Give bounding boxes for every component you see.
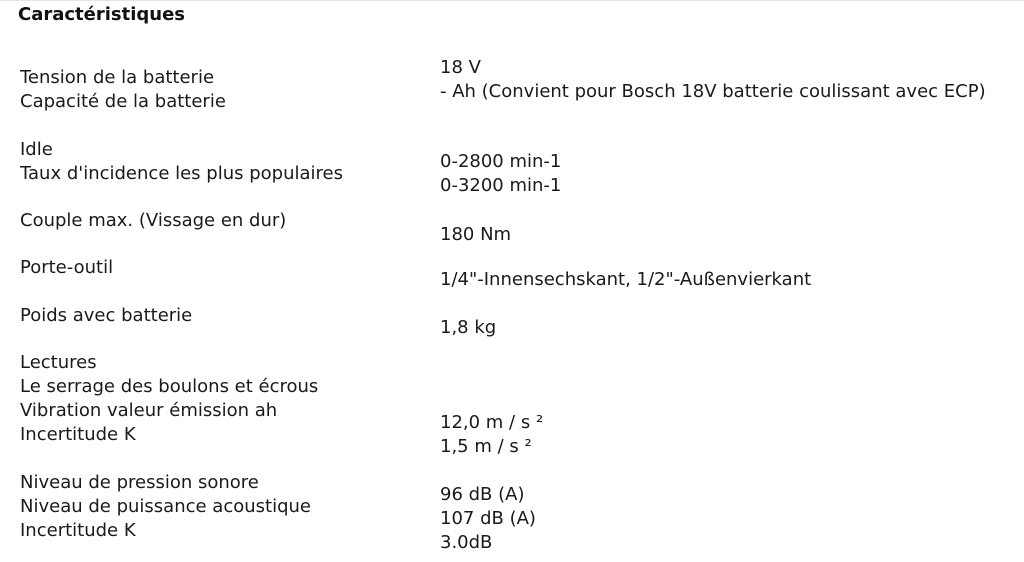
spec-label: Poids avec batterie bbox=[20, 305, 193, 326]
top-divider bbox=[0, 0, 1024, 1]
spec-value-group-torque bbox=[440, 223, 511, 247]
spec-label: Couple max. (Vissage en dur) bbox=[20, 210, 287, 231]
spec-label-group-weight bbox=[20, 304, 192, 328]
spec-value: 180 Nm bbox=[440, 224, 512, 245]
spec-value: 107 dB (A) bbox=[440, 508, 536, 529]
spec-value: 1/4"-Innensechskant, 1/2"-Außenvierkant bbox=[440, 269, 812, 290]
spec-value: 96 dB (A) bbox=[440, 484, 525, 505]
spec-value-group-vibration bbox=[440, 411, 543, 459]
spec-value: 18 V bbox=[440, 57, 481, 78]
spec-value-group-battery bbox=[440, 56, 1010, 104]
spec-value-group-toolholder bbox=[440, 268, 811, 292]
spec-value: 0-2800 min-1 bbox=[440, 151, 562, 172]
spec-value: 1,8 kg bbox=[440, 317, 497, 338]
spec-label-group-torque bbox=[20, 209, 286, 233]
spec-label-group-vibration bbox=[20, 351, 318, 447]
spec-label: Idle bbox=[20, 139, 53, 160]
spec-label: Tension de la batterie bbox=[20, 67, 215, 88]
spec-label: Incertitude K bbox=[20, 424, 136, 445]
spec-label: Porte-outil bbox=[20, 257, 114, 278]
spec-value-group-noise bbox=[440, 483, 536, 555]
spec-label: Vibration valeur émission ah bbox=[20, 400, 278, 421]
spec-value: 1,5 m / s ² bbox=[440, 436, 532, 457]
spec-label: Niveau de puissance acoustique bbox=[20, 496, 311, 517]
spec-label: Capacité de la batterie bbox=[20, 91, 226, 112]
spec-label: Niveau de pression sonore bbox=[20, 472, 259, 493]
spec-value: 12,0 m / s ² bbox=[440, 412, 544, 433]
spec-label-group-battery bbox=[20, 66, 226, 114]
spec-label: Incertitude K bbox=[20, 520, 136, 541]
spec-value: 0-3200 min-1 bbox=[440, 175, 562, 196]
spec-label-group-toolholder bbox=[20, 256, 113, 280]
spec-value: 3.0dB bbox=[440, 532, 493, 553]
spec-label: Taux d'incidence les plus populaires bbox=[20, 163, 343, 184]
spec-value: - Ah (Convient pour Bosch 18V batterie coulissant avec ECP) bbox=[440, 81, 986, 102]
spec-value-group-speed bbox=[440, 150, 561, 198]
spec-label-group-speed bbox=[20, 138, 343, 186]
spec-value-group-weight bbox=[440, 316, 496, 340]
spec-label-group-noise bbox=[20, 471, 311, 543]
section-heading: Caractéristiques bbox=[18, 4, 186, 25]
spec-label: Lectures bbox=[20, 352, 97, 373]
spec-label: Le serrage des boulons et écrous bbox=[20, 376, 319, 397]
